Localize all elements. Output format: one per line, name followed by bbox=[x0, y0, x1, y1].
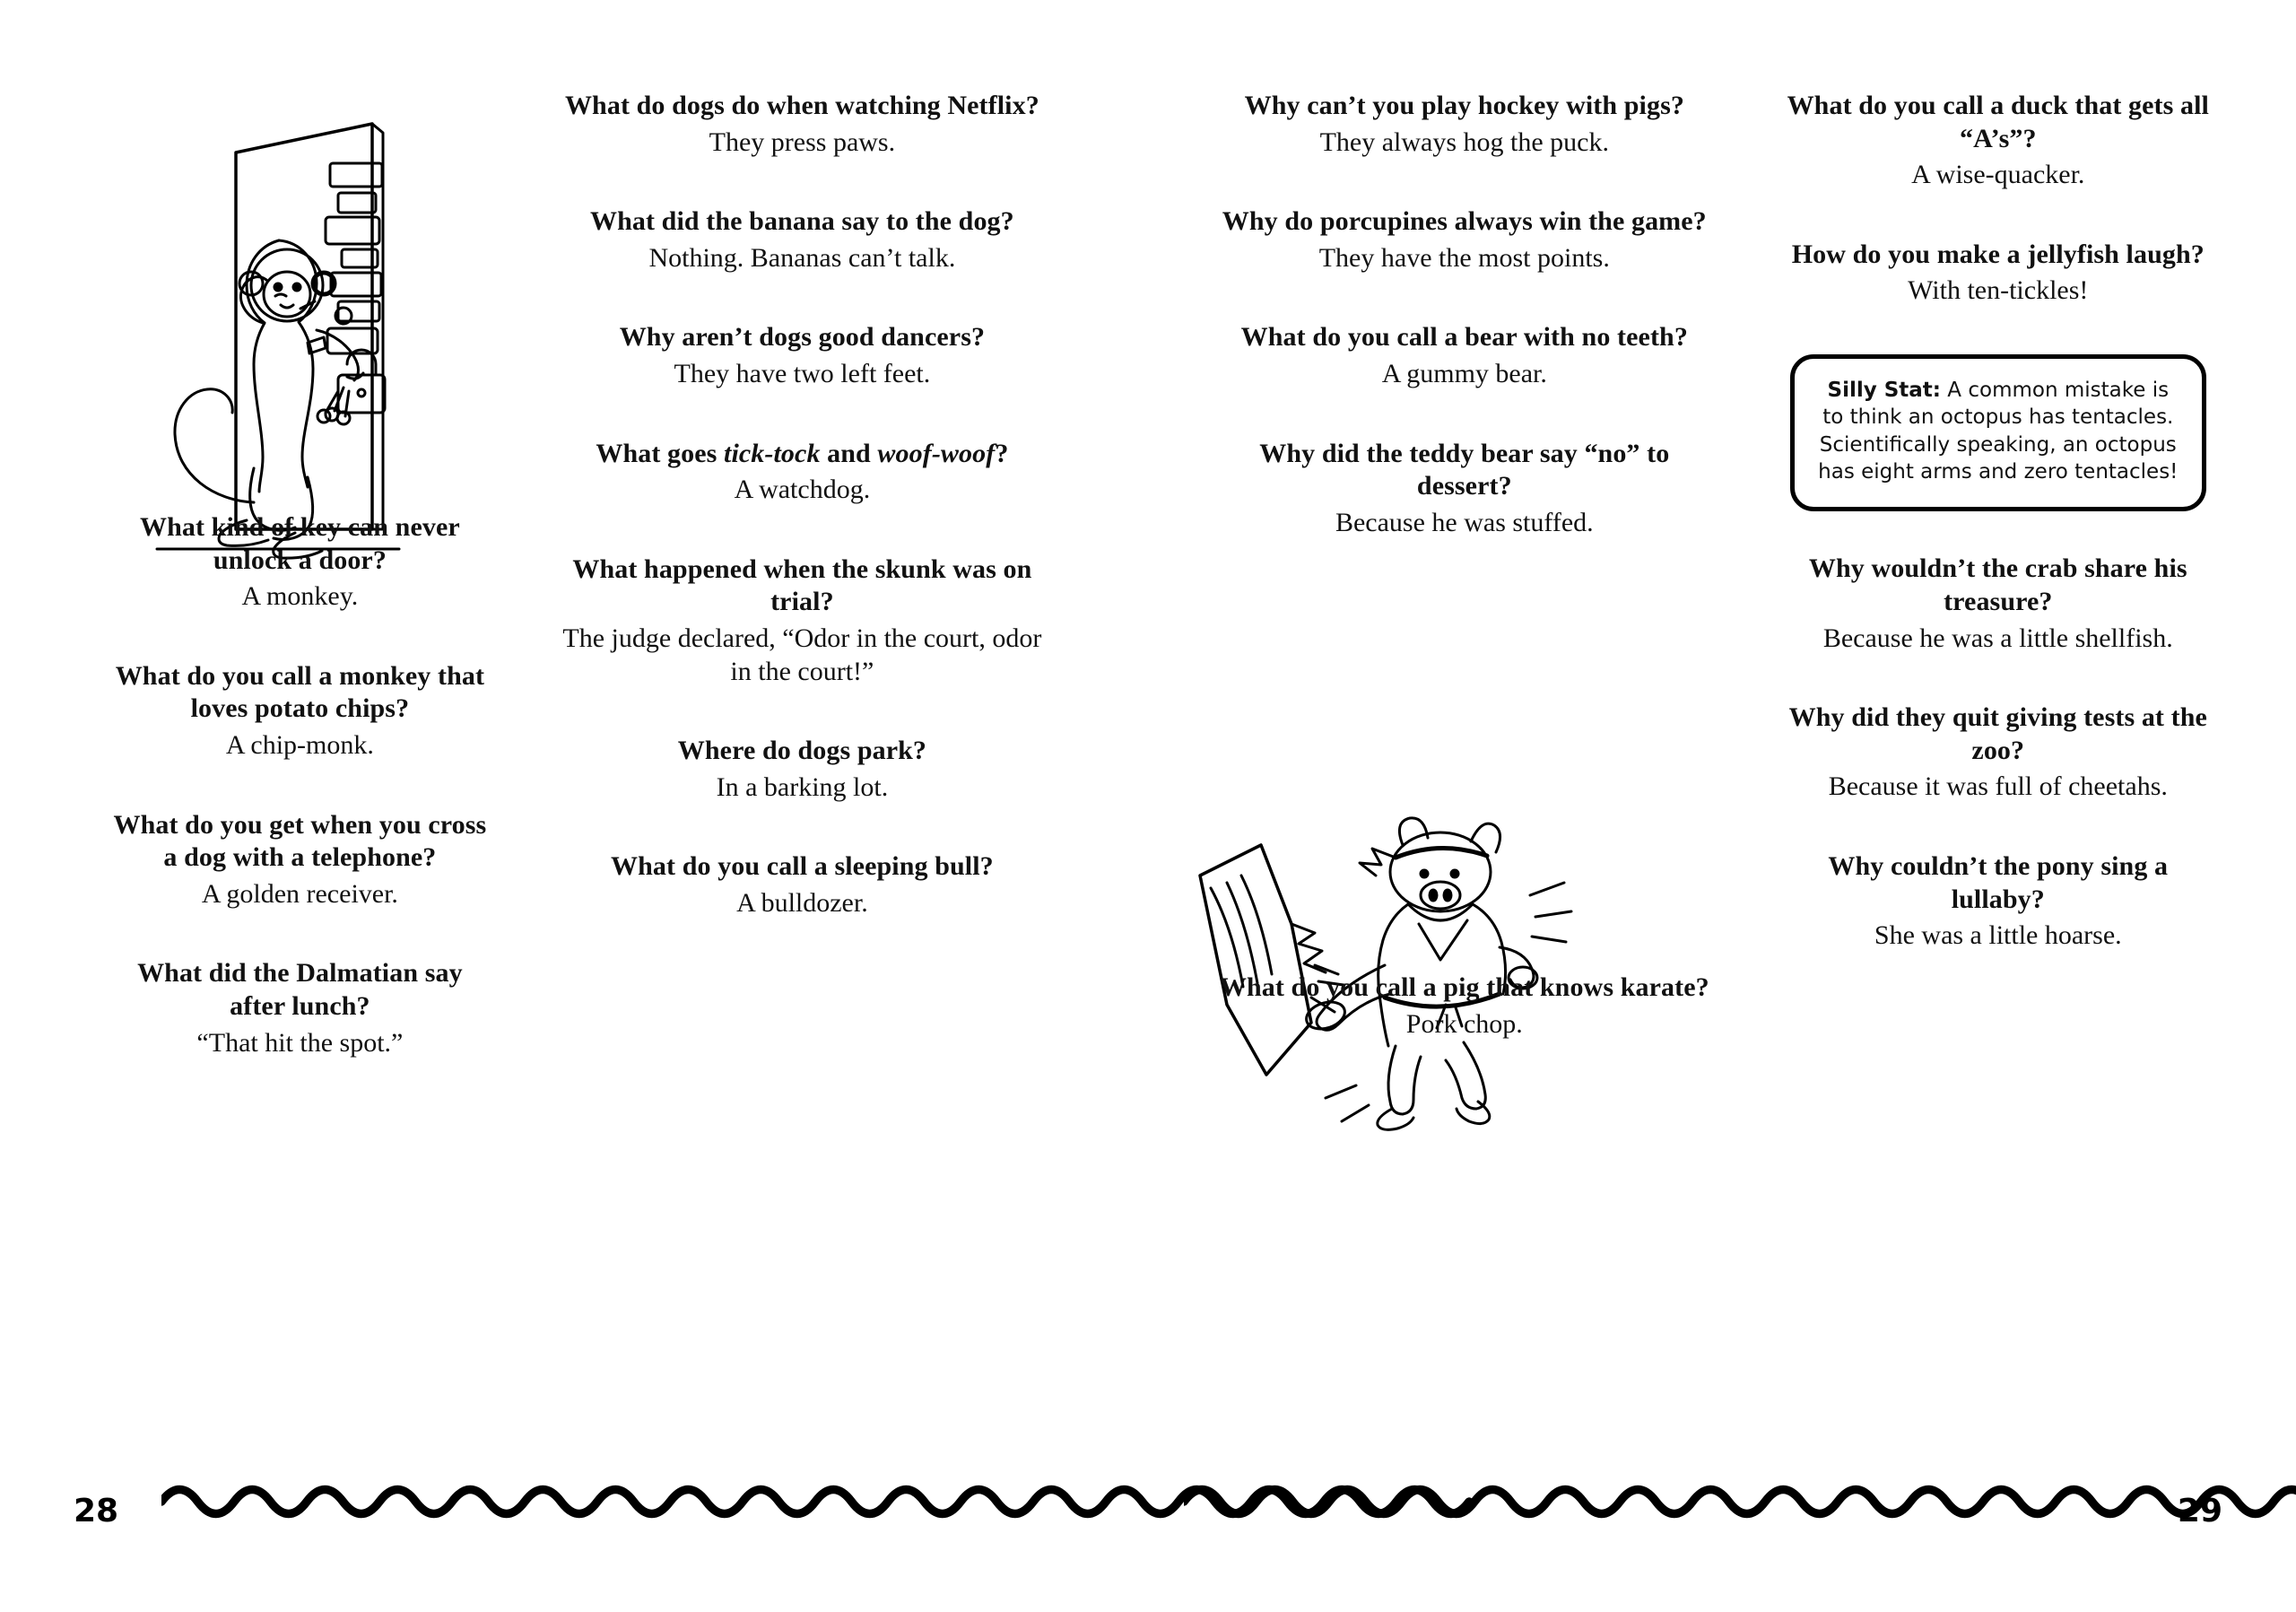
joke-item bbox=[1211, 972, 1718, 1041]
joke-item bbox=[108, 511, 492, 614]
joke-answer: A monkey. bbox=[241, 581, 359, 612]
joke-item bbox=[1211, 205, 1718, 274]
joke-answer: In a barking lot. bbox=[716, 771, 889, 802]
joke-answer: Nothing. Bananas can’t talk. bbox=[648, 242, 956, 273]
joke-question: What do you call a duck that gets all “A’s”? bbox=[1787, 91, 2209, 153]
joke-answer: The judge declared, “Odor in the court, odor in the court!” bbox=[562, 623, 1042, 686]
right-page-footer bbox=[1148, 1472, 2296, 1526]
joke-question: What do you call a sleeping bull? bbox=[611, 851, 994, 882]
joke-item bbox=[555, 735, 1049, 804]
joke-item bbox=[108, 660, 492, 762]
joke-answer: Because he was a little shellfish. bbox=[1822, 623, 2173, 653]
joke-answer: A wise-quacker. bbox=[1911, 160, 2085, 190]
left-column-a bbox=[0, 90, 528, 1495]
illustration-spacer bbox=[1211, 586, 1718, 972]
joke-question: Why did the teddy bear say “no” to dessert? bbox=[1259, 438, 1670, 501]
joke-answer: Because he was stuffed. bbox=[1335, 507, 1594, 537]
joke-item bbox=[555, 553, 1049, 688]
joke-question: Why can’t you play hockey with pigs? bbox=[1244, 91, 1684, 120]
joke-question: Why wouldn’t the crab share his treasure? bbox=[1808, 553, 2187, 616]
right-page-number: 29 bbox=[2177, 1493, 2222, 1529]
silly-stat-box bbox=[1790, 354, 2206, 511]
joke-answer: They always hog the puck. bbox=[1319, 126, 1609, 157]
joke-item bbox=[555, 90, 1049, 159]
silly-stat-text: A common mistake is to think an octopus has tentacles. Scientifically speaking, an octopus has eight arms and zero tentacles! bbox=[1818, 378, 2179, 484]
joke-item bbox=[555, 321, 1049, 390]
left-page-columns bbox=[0, 90, 1148, 1495]
joke-question: What do you call a monkey that loves potato chips? bbox=[115, 660, 485, 724]
joke-answer: Because it was full of cheetahs. bbox=[1828, 771, 2168, 802]
joke-question: How do you make a jellyfish laugh? bbox=[1791, 239, 2205, 269]
joke-question: Where do dogs park? bbox=[677, 736, 926, 766]
joke-answer: Pork chop. bbox=[1405, 1008, 1523, 1039]
joke-answer: With ten-tickles! bbox=[1908, 275, 2089, 306]
right-page-columns bbox=[1148, 90, 2296, 1495]
joke-question: What do you call a pig that knows karate? bbox=[1219, 972, 1709, 1003]
joke-answer: A chip-monk. bbox=[225, 729, 374, 760]
joke-question: Why aren’t dogs good dancers? bbox=[619, 322, 986, 353]
right-column-d bbox=[1745, 90, 2296, 1495]
joke-answer: She was a little hoarse. bbox=[1874, 920, 2122, 951]
joke-item bbox=[108, 957, 492, 1059]
joke-item bbox=[1781, 90, 2215, 192]
joke-item bbox=[1781, 239, 2215, 308]
joke-question: What goes tick-tock and woof-woof? bbox=[596, 438, 1009, 468]
joke-item bbox=[1781, 553, 2215, 655]
right-column-c bbox=[1148, 90, 1745, 1495]
right-page bbox=[1148, 0, 2296, 1612]
joke-answer: “That hit the spot.” bbox=[196, 1027, 404, 1058]
joke-answer: They have two left feet. bbox=[674, 358, 931, 388]
joke-question: What kind of key can never unlock a door? bbox=[140, 512, 460, 575]
left-page-number: 28 bbox=[74, 1493, 119, 1529]
left-column-b bbox=[528, 90, 1148, 1495]
joke-question: What do dogs do when watching Netflix? bbox=[564, 91, 1039, 120]
joke-answer: They have the most points. bbox=[1318, 242, 1610, 273]
joke-question: What do you get when you cross a dog with a telephone? bbox=[113, 809, 487, 873]
joke-item bbox=[108, 809, 492, 911]
joke-item bbox=[555, 205, 1049, 274]
joke-item bbox=[1211, 321, 1718, 390]
silly-stat-label: Silly Stat: bbox=[1827, 378, 1941, 402]
joke-item bbox=[1211, 438, 1718, 540]
joke-answer: A golden receiver. bbox=[201, 878, 398, 909]
joke-item bbox=[1781, 850, 2215, 953]
joke-question: Why couldn’t the pony sing a lullaby? bbox=[1828, 850, 2169, 914]
joke-item bbox=[1211, 90, 1718, 159]
joke-answer: A gummy bear. bbox=[1381, 358, 1547, 388]
left-page-footer bbox=[0, 1472, 1148, 1526]
wave-divider bbox=[1184, 1477, 2296, 1526]
joke-question: What happened when the skunk was on trial? bbox=[572, 553, 1032, 617]
joke-answer: A bulldozer. bbox=[736, 887, 868, 918]
joke-question: What did the Dalmatian say after lunch? bbox=[137, 958, 463, 1021]
joke-item bbox=[1781, 701, 2215, 804]
illustration-spacer bbox=[108, 90, 492, 511]
joke-question: Why do porcupines always win the game? bbox=[1222, 206, 1707, 237]
joke-answer: A watchdog. bbox=[734, 475, 871, 505]
joke-item bbox=[555, 438, 1049, 507]
joke-question: What do you call a bear with no teeth? bbox=[1240, 322, 1688, 353]
joke-item bbox=[555, 850, 1049, 919]
joke-question: What did the banana say to the dog? bbox=[590, 206, 1014, 237]
joke-answer: They press paws. bbox=[709, 126, 896, 157]
joke-question: Why did they quit giving tests at the zoo? bbox=[1788, 702, 2207, 765]
